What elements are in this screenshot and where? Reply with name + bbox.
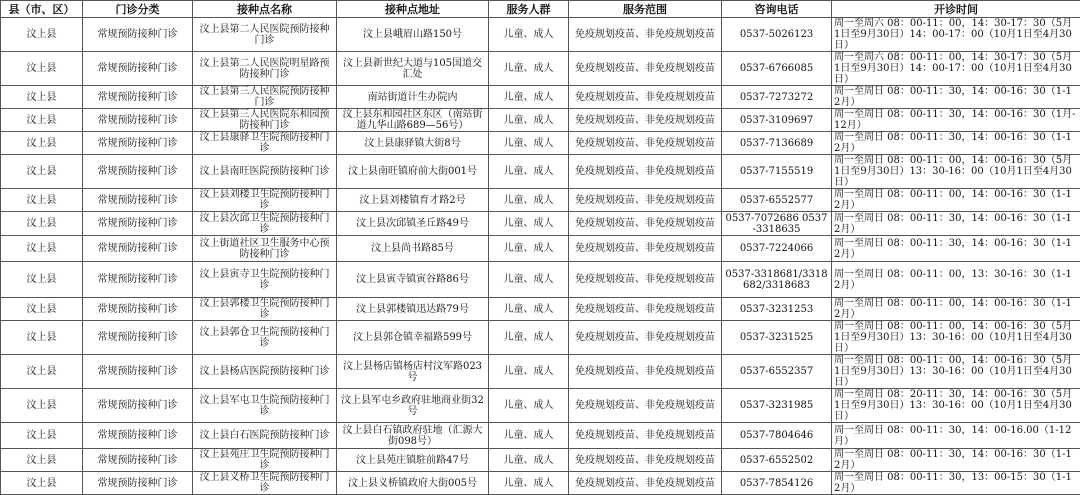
- column-header: 门诊分类: [83, 1, 193, 18]
- phone-cell: 0537-6552357: [722, 355, 832, 389]
- clinic-name-cell: 汶上县南旺医院预防接种门诊: [193, 155, 337, 189]
- service-scope-cell: 免疫规划疫苗、非免疫规划疫苗: [569, 132, 722, 155]
- service-group-cell: 儿童、成人: [489, 449, 569, 472]
- phone-cell: 0537-6766085: [722, 52, 832, 86]
- clinic-name-cell: 汶上县康驿卫生院预防接种门诊: [193, 132, 337, 155]
- clinic-type-cell: 常规预防接种门诊: [83, 212, 193, 236]
- address-cell: 汶上县刘楼镇育才路2号: [337, 189, 489, 212]
- service-group-cell: 儿童、成人: [489, 472, 569, 495]
- table-body: [1, 18, 1080, 495]
- clinic-type-cell: 常规预防接种门诊: [83, 449, 193, 472]
- county-cell: 汶上县: [1, 449, 83, 472]
- phone-cell: 0537-7155519: [722, 155, 832, 189]
- clinic-name-cell: 汶上县第三人民医院东和园预防接种门诊: [193, 109, 337, 132]
- phone-cell: 0537-3109697: [722, 109, 832, 132]
- service-scope-cell: 免疫规划疫苗、非免疫规划疫苗: [569, 355, 722, 389]
- service-scope-cell: 免疫规划疫苗、非免疫规划疫苗: [569, 321, 722, 355]
- clinic-name-cell: 汶上街道社区卫生服务中心预防接种门诊: [193, 236, 337, 262]
- service-group-cell: 儿童、成人: [489, 52, 569, 86]
- address-cell: 南站街道计生办院内: [337, 86, 489, 109]
- hours-cell: 周一至周日 08：00-11：30，14：00-16：30（1-12月）: [832, 132, 1080, 155]
- clinic-type-cell: 常规预防接种门诊: [83, 389, 193, 423]
- table-row: [1, 262, 1080, 298]
- service-scope-cell: 免疫规划疫苗、非免疫规划疫苗: [569, 109, 722, 132]
- service-group-cell: 儿童、成人: [489, 423, 569, 449]
- county-cell: 汶上县: [1, 298, 83, 321]
- service-group-cell: 儿童、成人: [489, 355, 569, 389]
- address-cell: 汶上县义桥镇政府大街005号: [337, 472, 489, 495]
- service-group-cell: 儿童、成人: [489, 109, 569, 132]
- table-row: [1, 355, 1080, 389]
- column-header: 接种点地址: [337, 1, 489, 18]
- county-cell: 汶上县: [1, 132, 83, 155]
- table-row: [1, 298, 1080, 321]
- service-group-cell: 儿童、成人: [489, 86, 569, 109]
- clinic-type-cell: 常规预防接种门诊: [83, 132, 193, 155]
- clinic-name-cell: 汶上县郭楼卫生院预防接种门诊: [193, 298, 337, 321]
- county-cell: 汶上县: [1, 52, 83, 86]
- clinic-type-cell: 常规预防接种门诊: [83, 189, 193, 212]
- phone-cell: 0537-6552502: [722, 449, 832, 472]
- clinic-name-cell: 汶上县白石医院预防接种门诊: [193, 423, 337, 449]
- phone-cell: 0537-7224066: [722, 236, 832, 262]
- hours-cell: 周一至周日 08：00-11：30，14：00-16.00（1-12月）: [832, 423, 1080, 449]
- header-row: [1, 1, 1080, 18]
- clinic-name-cell: 汶上县郭仓卫生院预防接种门诊: [193, 321, 337, 355]
- hours-cell: 周一至周日 08：20-11：30，14：00-16：30（5月1日至9月30日）13：30-16：00（10月1日至4月30日）: [832, 389, 1080, 423]
- phone-cell: 0537-3318681/3318682/3318683: [722, 262, 832, 298]
- clinic-type-cell: 常规预防接种门诊: [83, 109, 193, 132]
- service-group-cell: 儿童、成人: [489, 262, 569, 298]
- hours-cell: 周一至周日 08：00-11：00，13：30-16：30（1-12月）: [832, 262, 1080, 298]
- phone-cell: 0537-6552577: [722, 189, 832, 212]
- hours-cell: 周一至周六 08：00-11：00，14：30-17：30（5月1日至9月30日）14：00-17：00（10月1日至4月30日）: [832, 52, 1080, 86]
- address-cell: 汶上县南旺镇府前大街001号: [337, 155, 489, 189]
- clinic-type-cell: 常规预防接种门诊: [83, 321, 193, 355]
- hours-cell: 周一至周六 08：00-11：00，14：30-17：30（5月1日至9月30日）14：00-17：00（10月1日至4月30日）: [832, 18, 1080, 52]
- service-group-cell: 儿童、成人: [489, 321, 569, 355]
- column-header: 接种点名称: [193, 1, 337, 18]
- clinic-name-cell: 汶上县第二人民医院预防接种门诊: [193, 18, 337, 52]
- clinic-name-cell: 汶上县第二人民医院明星路预防接种门诊: [193, 52, 337, 86]
- table-row: [1, 472, 1080, 495]
- column-header: 服务范围: [569, 1, 722, 18]
- service-scope-cell: 免疫规划疫苗、非免疫规划疫苗: [569, 423, 722, 449]
- clinic-name-cell: 汶上县刘楼卫生院预防接种门诊: [193, 189, 337, 212]
- clinic-type-cell: 常规预防接种门诊: [83, 86, 193, 109]
- hours-cell: 周一至周日 08：00-11：30，14：00-16：30（1-12月）: [832, 449, 1080, 472]
- table-row: [1, 18, 1080, 52]
- phone-cell: 0537-7854126: [722, 472, 832, 495]
- service-scope-cell: 免疫规划疫苗、非免疫规划疫苗: [569, 389, 722, 423]
- service-group-cell: 儿童、成人: [489, 155, 569, 189]
- address-cell: 汶上县军屯乡政府驻地商业街32号: [337, 389, 489, 423]
- hours-cell: 周一至周日 08：00-11：00，14：00-16：30（5月1日至9月30日）13：30-16：00（10月1日至4月30日）: [832, 355, 1080, 389]
- column-header: 咨询电话: [722, 1, 832, 18]
- service-group-cell: 儿童、成人: [489, 132, 569, 155]
- service-scope-cell: 免疫规划疫苗、非免疫规划疫苗: [569, 298, 722, 321]
- county-cell: 汶上县: [1, 423, 83, 449]
- clinic-type-cell: 常规预防接种门诊: [83, 355, 193, 389]
- clinic-type-cell: 常规预防接种门诊: [83, 52, 193, 86]
- county-cell: 汶上县: [1, 109, 83, 132]
- address-cell: 汶上县尚书路85号: [337, 236, 489, 262]
- county-cell: 汶上县: [1, 18, 83, 52]
- service-scope-cell: 免疫规划疫苗、非免疫规划疫苗: [569, 472, 722, 495]
- service-scope-cell: 免疫规划疫苗、非免疫规划疫苗: [569, 189, 722, 212]
- table-row: [1, 236, 1080, 262]
- address-cell: 汶上县郭楼镇迅达路79号: [337, 298, 489, 321]
- service-scope-cell: 免疫规划疫苗、非免疫规划疫苗: [569, 262, 722, 298]
- clinic-name-cell: 汶上县第三人民医院预防接种门诊: [193, 86, 337, 109]
- clinic-name-cell: 汶上县次邱卫生院预防接种门诊: [193, 212, 337, 236]
- county-cell: 汶上县: [1, 86, 83, 109]
- table-row: [1, 155, 1080, 189]
- clinic-name-cell: 汶上县杨店医院预防接种门诊: [193, 355, 337, 389]
- table-row: [1, 189, 1080, 212]
- county-cell: 汶上县: [1, 472, 83, 495]
- hours-cell: 周一至周日 08：00-11：00，14：00-16：30（1-12月）: [832, 298, 1080, 321]
- clinic-type-cell: 常规预防接种门诊: [83, 472, 193, 495]
- address-cell: 汶上县苑庄镇駐前路47号: [337, 449, 489, 472]
- clinic-name-cell: 汶上县义桥卫生院预防接种门诊: [193, 472, 337, 495]
- clinic-type-cell: 常规预防接种门诊: [83, 18, 193, 52]
- service-group-cell: 儿童、成人: [489, 212, 569, 236]
- clinic-type-cell: 常规预防接种门诊: [83, 155, 193, 189]
- hours-cell: 周一至周日 08：00-11：00，14：00-16：30（5月1日至9月30日）13：30-16：00（10月1日至4月30日）: [832, 155, 1080, 189]
- service-group-cell: 儿童、成人: [489, 18, 569, 52]
- column-header: 县（市、区）: [1, 1, 83, 18]
- table-row: [1, 449, 1080, 472]
- column-header: 开诊时间: [832, 1, 1080, 18]
- county-cell: 汶上县: [1, 389, 83, 423]
- address-cell: 汶上县新世纪大道与105国道交汇处: [337, 52, 489, 86]
- table-row: [1, 132, 1080, 155]
- county-cell: 汶上县: [1, 189, 83, 212]
- county-cell: 汶上县: [1, 321, 83, 355]
- table-row: [1, 86, 1080, 109]
- clinic-name-cell: 汶上县寅寺卫生院预防接种门诊: [193, 262, 337, 298]
- phone-cell: 0537-3231525: [722, 321, 832, 355]
- address-cell: 汶上县郭仓镇幸福路599号: [337, 321, 489, 355]
- hours-cell: 周一至周日 08：00-11：30，14：00-16：30（1-12月）: [832, 212, 1080, 236]
- phone-cell: 0537-7804646: [722, 423, 832, 449]
- table-row: [1, 212, 1080, 236]
- clinic-name-cell: 汶上县苑庄卫生院预防接种门诊: [193, 449, 337, 472]
- hours-cell: 周一至周日 08：00-11：30，13：00-15：30（1-12月）: [832, 472, 1080, 495]
- address-cell: 汶上县次邱镇圣丘路49号: [337, 212, 489, 236]
- county-cell: 汶上县: [1, 155, 83, 189]
- county-cell: 汶上县: [1, 236, 83, 262]
- address-cell: 汶上县寅寺镇寅谷路86号: [337, 262, 489, 298]
- address-cell: 汶上县杨店镇杨店村汶军路023号: [337, 355, 489, 389]
- table-row: [1, 109, 1080, 132]
- service-scope-cell: 免疫规划疫苗、非免疫规划疫苗: [569, 449, 722, 472]
- phone-cell: 0537-5026123: [722, 18, 832, 52]
- service-scope-cell: 免疫规划疫苗、非免疫规划疫苗: [569, 155, 722, 189]
- phone-cell: 0537-7072686 0537-3318635: [722, 212, 832, 236]
- address-cell: 汶上县东和园社区东区（南站街道九华山路689—56号）: [337, 109, 489, 132]
- phone-cell: 0537-7136689: [722, 132, 832, 155]
- phone-cell: 0537-3231253: [722, 298, 832, 321]
- clinic-type-cell: 常规预防接种门诊: [83, 298, 193, 321]
- phone-cell: 0537-3231985: [722, 389, 832, 423]
- clinic-name-cell: 汶上县军屯卫生院预防接种门诊: [193, 389, 337, 423]
- county-cell: 汶上县: [1, 355, 83, 389]
- county-cell: 汶上县: [1, 262, 83, 298]
- phone-cell: 0537-7273272: [722, 86, 832, 109]
- hours-cell: 周一至周日 08：00-11：00，14：00-16：30（1-12月）: [832, 189, 1080, 212]
- service-scope-cell: 免疫规划疫苗、非免疫规划疫苗: [569, 236, 722, 262]
- address-cell: 汶上县康驿镇大街8号: [337, 132, 489, 155]
- service-group-cell: 儿童、成人: [489, 298, 569, 321]
- clinic-type-cell: 常规预防接种门诊: [83, 262, 193, 298]
- table-row: [1, 52, 1080, 86]
- county-cell: 汶上县: [1, 212, 83, 236]
- clinic-type-cell: 常规预防接种门诊: [83, 236, 193, 262]
- service-scope-cell: 免疫规划疫苗、非免疫规划疫苗: [569, 52, 722, 86]
- table-row: [1, 321, 1080, 355]
- service-scope-cell: 免疫规划疫苗、非免疫规划疫苗: [569, 212, 722, 236]
- clinic-type-cell: 常规预防接种门诊: [83, 423, 193, 449]
- table-row: [1, 389, 1080, 423]
- hours-cell: 周一至周日 08：00-11：00，14：00-16：30（5月1日至9月30日）13：30-16：00（10月1日至4月30日）: [832, 321, 1080, 355]
- service-group-cell: 儿童、成人: [489, 236, 569, 262]
- service-scope-cell: 免疫规划疫苗、非免疫规划疫苗: [569, 18, 722, 52]
- hours-cell: 周一至周日 08：00-11：30，14：00-16：30（1月-12月）: [832, 109, 1080, 132]
- service-group-cell: 儿童、成人: [489, 189, 569, 212]
- service-scope-cell: 免疫规划疫苗、非免疫规划疫苗: [569, 86, 722, 109]
- column-header: 服务人群: [489, 1, 569, 18]
- hours-cell: 周一至周日 08：00-11：30，14：00-16：30（1-12月）: [832, 236, 1080, 262]
- address-cell: 汶上县峨眉山路150号: [337, 18, 489, 52]
- address-cell: 汶上县白石镇政府驻地（汇源大街098号）: [337, 423, 489, 449]
- table-row: [1, 423, 1080, 449]
- hours-cell: 周一至周日 08：00-11：30，14：00-16：30（1-12月）: [832, 86, 1080, 109]
- service-group-cell: 儿童、成人: [489, 389, 569, 423]
